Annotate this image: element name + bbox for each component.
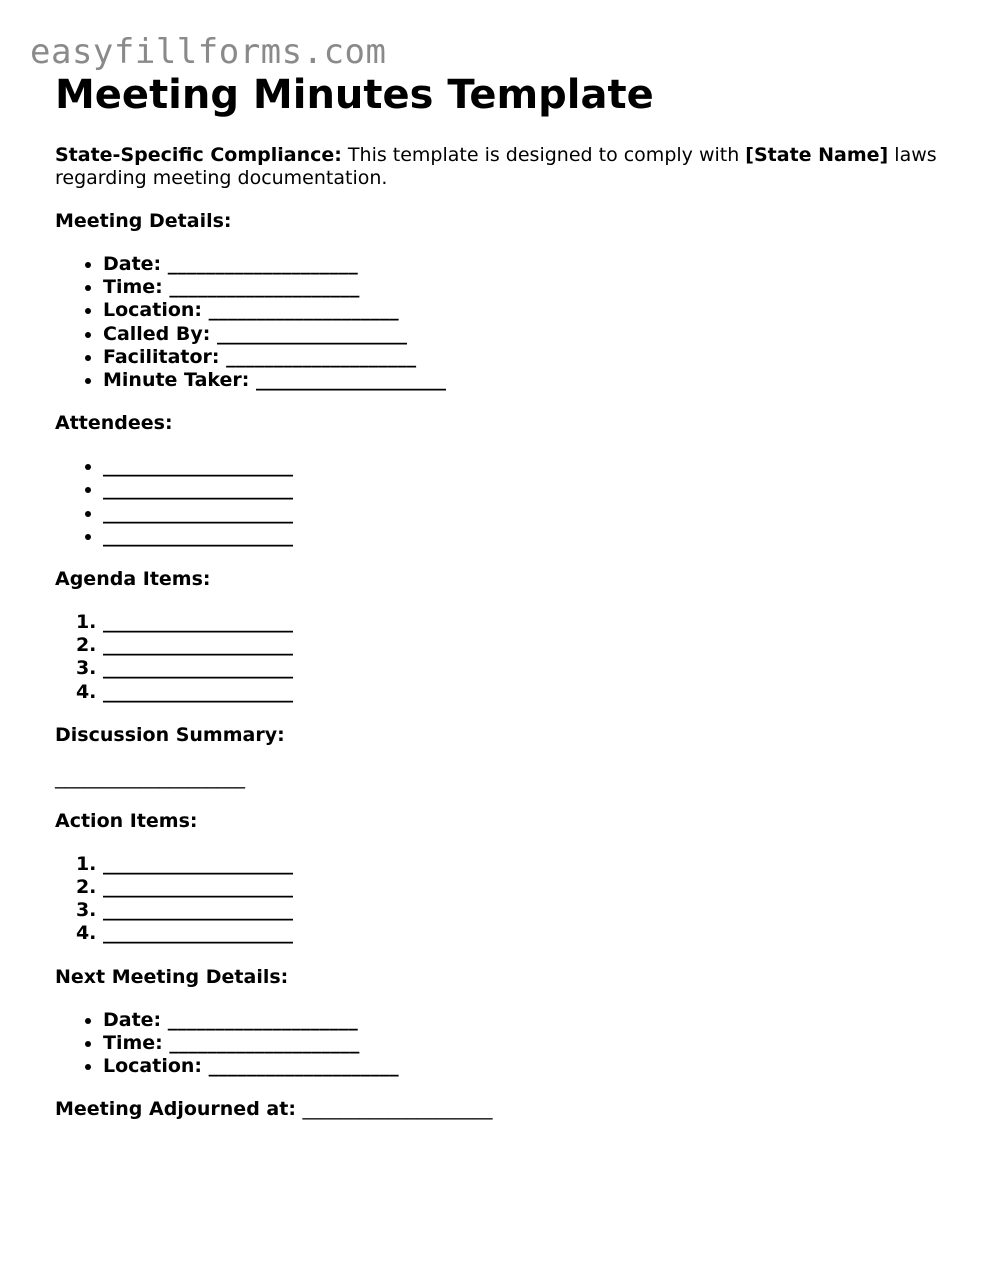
compliance-text-before: This template is designed to comply with xyxy=(341,144,746,166)
attendees-list xyxy=(55,455,955,548)
meeting-detail-minute-taker xyxy=(103,369,955,392)
agenda-blank-field[interactable]: ____________________ xyxy=(103,611,293,634)
list-item xyxy=(103,611,955,634)
list-item xyxy=(103,876,955,899)
agenda-blank-field[interactable]: ____________________ xyxy=(103,634,293,657)
discussion-summary-heading: Discussion Summary: xyxy=(55,723,285,746)
adjourned-label: Meeting Adjourned at: xyxy=(55,1098,296,1121)
list-item xyxy=(103,853,955,876)
state-name-placeholder: [State Name] xyxy=(745,144,889,166)
next-meeting-date xyxy=(103,1009,955,1032)
list-item xyxy=(103,657,955,680)
action-blank-field[interactable]: ____________________ xyxy=(103,852,293,875)
field-label: Location: xyxy=(103,1055,203,1078)
meeting-detail-called-by xyxy=(103,323,955,346)
field-label: Minute Taker: xyxy=(103,369,250,392)
attendee-blank-field[interactable]: ____________________ xyxy=(103,524,293,547)
attendee-blank-field[interactable]: ____________________ xyxy=(103,478,293,501)
list-item xyxy=(103,681,955,704)
field-label: Time: xyxy=(103,276,163,299)
meeting-adjourned-line xyxy=(55,1098,955,1121)
list-item xyxy=(103,922,955,945)
action-items-list xyxy=(55,853,955,946)
list-item xyxy=(103,634,955,657)
next-meeting-list xyxy=(55,1009,955,1079)
meeting-detail-time xyxy=(103,276,955,299)
agenda-blank-field[interactable]: ____________________ xyxy=(103,680,293,703)
field-label: Called By: xyxy=(103,322,211,345)
action-items-heading: Action Items: xyxy=(55,809,198,832)
compliance-text-after: laws regarding meeting documentation. xyxy=(55,144,937,189)
meeting-details-heading: Meeting Details: xyxy=(55,210,232,232)
next-meeting-location xyxy=(103,1055,955,1078)
next-location-blank-field[interactable]: ____________________ xyxy=(208,1055,399,1078)
action-blank-field[interactable]: ____________________ xyxy=(103,899,293,922)
adjourned-blank-field[interactable]: ____________________ xyxy=(302,1098,493,1121)
called-by-blank-field[interactable]: ____________________ xyxy=(216,322,407,345)
agenda-blank-field[interactable]: ____________________ xyxy=(103,657,293,680)
list-item xyxy=(103,478,955,501)
document-body xyxy=(55,72,955,1121)
agenda-items-list xyxy=(55,611,955,704)
field-label: Date: xyxy=(103,1008,162,1031)
compliance-label: State-Specific Compliance: xyxy=(55,144,342,166)
meeting-detail-location xyxy=(103,299,955,322)
attendee-blank-field[interactable]: ____________________ xyxy=(103,501,293,524)
next-time-blank-field[interactable]: ____________________ xyxy=(169,1031,360,1054)
action-blank-field[interactable]: ____________________ xyxy=(103,876,293,899)
meeting-details-list xyxy=(55,253,955,392)
field-label: Time: xyxy=(103,1031,163,1054)
watermark-logo: easyfillforms.com xyxy=(30,32,387,72)
action-blank-field[interactable]: ____________________ xyxy=(103,922,293,945)
next-date-blank-field[interactable]: ____________________ xyxy=(167,1008,358,1031)
agenda-items-heading: Agenda Items: xyxy=(55,568,211,591)
field-label: Location: xyxy=(103,299,203,322)
attendees-heading: Attendees: xyxy=(55,412,173,435)
list-item xyxy=(103,455,955,478)
list-item xyxy=(103,502,955,525)
field-label: Facilitator: xyxy=(103,345,220,368)
list-item xyxy=(103,899,955,922)
field-label: Date: xyxy=(103,253,162,275)
attendee-blank-field[interactable]: ____________________ xyxy=(103,455,293,478)
location-blank-field[interactable]: ____________________ xyxy=(208,299,399,322)
facilitator-blank-field[interactable]: ____________________ xyxy=(226,345,417,368)
compliance-statement xyxy=(55,144,955,190)
discussion-summary-blank-field[interactable]: ____________________ xyxy=(55,766,245,789)
next-meeting-heading: Next Meeting Details: xyxy=(55,965,289,988)
date-blank-field[interactable]: ____________________ xyxy=(167,253,358,275)
meeting-detail-facilitator xyxy=(103,346,955,369)
list-item xyxy=(103,525,955,548)
page-title: Meeting Minutes Template xyxy=(55,72,654,118)
time-blank-field[interactable]: ____________________ xyxy=(169,276,360,299)
next-meeting-time xyxy=(103,1032,955,1055)
meeting-detail-date xyxy=(103,253,955,276)
minute-taker-blank-field[interactable]: ____________________ xyxy=(256,369,446,392)
